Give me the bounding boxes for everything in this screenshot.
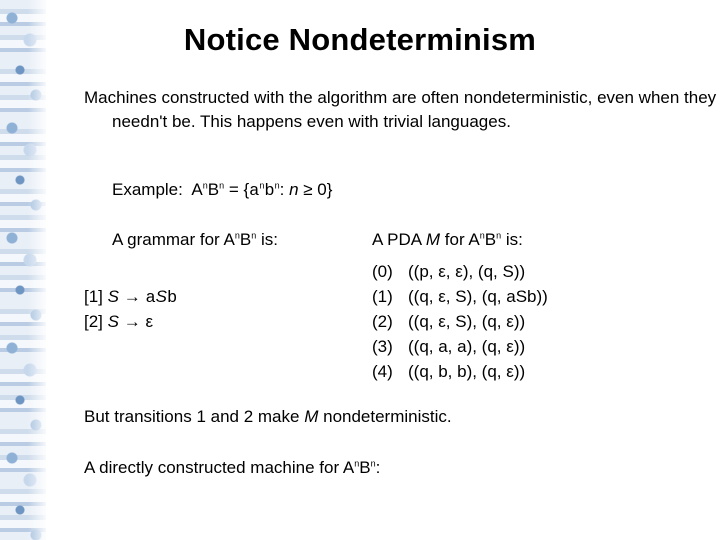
intro-paragraph: Machines constructed with the algorithm are often nondeterministic, even when they needn't be. This happens even with trivial languages. (84, 88, 717, 131)
grammar-rule-2: [2] S → ε (84, 312, 154, 331)
transition-2: (2) ((q, ε, S), (q, ε)) (372, 312, 526, 331)
grammar-heading: A grammar for $A^nB^n$ is: (112, 230, 278, 249)
example-label: Example: (112, 180, 183, 199)
decorative-side-stripe (0, 0, 46, 540)
slide-title: Notice Nondeterminism (183, 22, 537, 57)
transition-1: (1) ((q, ε, S), (q, aSb)) (372, 287, 548, 306)
transition-3: (3) ((q, a, a), (q, ε)) (372, 337, 526, 356)
grammar-rule-1: [1] S → aSb (84, 287, 178, 308)
conclusion-line: But transitions 1 and 2 make M nondeterministic. (84, 407, 452, 426)
transition-0: (0) ((p, ε, ε), (q, S)) (372, 262, 526, 281)
pda-heading: A PDA M for $A^nB^n$ is: (372, 230, 523, 249)
transition-4: (4) ((q, b, b), (q, ε)) (372, 362, 526, 381)
example-line: Example: $A^nB^n = \{a^nb^n$: n ≥ 0} (112, 180, 333, 201)
direct-machine-line: A directly constructed machine for $A^nB^n$: (84, 458, 381, 477)
